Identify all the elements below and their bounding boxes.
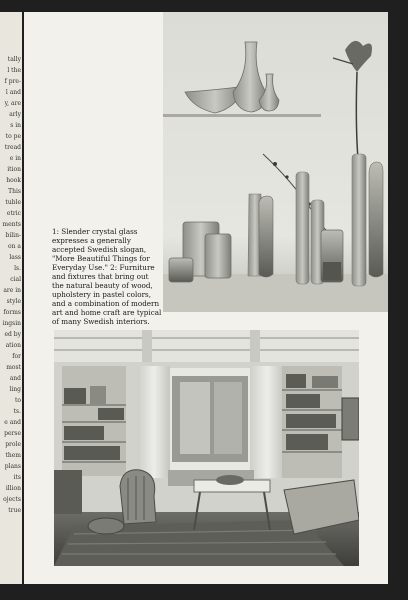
glassware-illustration — [163, 12, 388, 312]
left-page-fragment: s in — [10, 122, 21, 129]
left-page-fragment: ition — [7, 166, 21, 173]
left-page-fragment: tally — [7, 56, 21, 63]
left-page-fragment: e and — [4, 419, 21, 426]
left-page-fragment: hook — [6, 177, 21, 184]
left-page-fragment: tuble — [5, 199, 21, 206]
interior-photo — [54, 330, 359, 566]
left-page-fragment: f pre- — [4, 78, 21, 85]
left-page-fragment: are in — [3, 287, 21, 294]
left-page-fragment: illion — [5, 485, 21, 492]
left-page-fragment: most — [6, 364, 21, 371]
left-page-fragment: ed by — [4, 331, 21, 338]
left-page-edge — [0, 12, 22, 584]
left-page-fragment: them — [5, 452, 21, 459]
left-page-fragment: true — [8, 507, 21, 514]
left-page-fragment: and — [9, 375, 21, 382]
left-page-fragment: ling — [9, 386, 21, 393]
left-page-fragment: for — [12, 353, 21, 360]
left-page-fragment: e in — [9, 155, 21, 162]
left-page-fragment: arly — [9, 111, 21, 118]
left-page-fragment: ts. — [13, 408, 21, 415]
left-page-fragment: perse — [4, 430, 21, 437]
left-page-fragment: This — [8, 188, 21, 195]
left-page-fragment: y, are — [4, 100, 21, 107]
left-page-fragment: to pe — [5, 133, 21, 140]
left-page-fragment: prole — [5, 441, 21, 448]
left-page-fragment: on a — [8, 243, 21, 250]
photo-caption: 1: Slender crystal glass expresses a generally accepted Swedish slogan, "More Beautiful Things for Everyday Use." 2: Furniture and fixtures that bring out the natural beauty of wood, upholstery in pastel colors, and a combination of modern art and home craft are typical of many Swedish interiors. — [52, 227, 162, 326]
left-page-fragment: l the — [7, 67, 21, 74]
left-page-fragment: lass — [9, 254, 21, 261]
left-page-fragment: etric — [6, 210, 21, 217]
glassware-photo — [163, 12, 388, 312]
left-page-fragment: to — [14, 397, 21, 404]
left-page-fragment: ingsin — [2, 320, 21, 327]
left-page-fragment: forms — [3, 309, 21, 316]
left-page-fragment: plans — [4, 463, 21, 470]
left-page-fragment: ments — [2, 221, 21, 228]
left-page-fragment: ojects — [3, 496, 21, 503]
left-page-fragment: its — [13, 474, 21, 481]
left-page-fragment: ation — [5, 342, 21, 349]
left-page-fragment: l and — [5, 89, 21, 96]
magazine-page — [24, 12, 388, 584]
left-page-fragment: bilin- — [5, 232, 21, 239]
left-page-fragment: ls. — [14, 265, 21, 272]
interior-illustration — [54, 330, 359, 566]
left-page-fragment: style — [6, 298, 21, 305]
left-page-fragment: cial — [10, 276, 21, 283]
left-page-fragment: tread — [4, 144, 21, 151]
